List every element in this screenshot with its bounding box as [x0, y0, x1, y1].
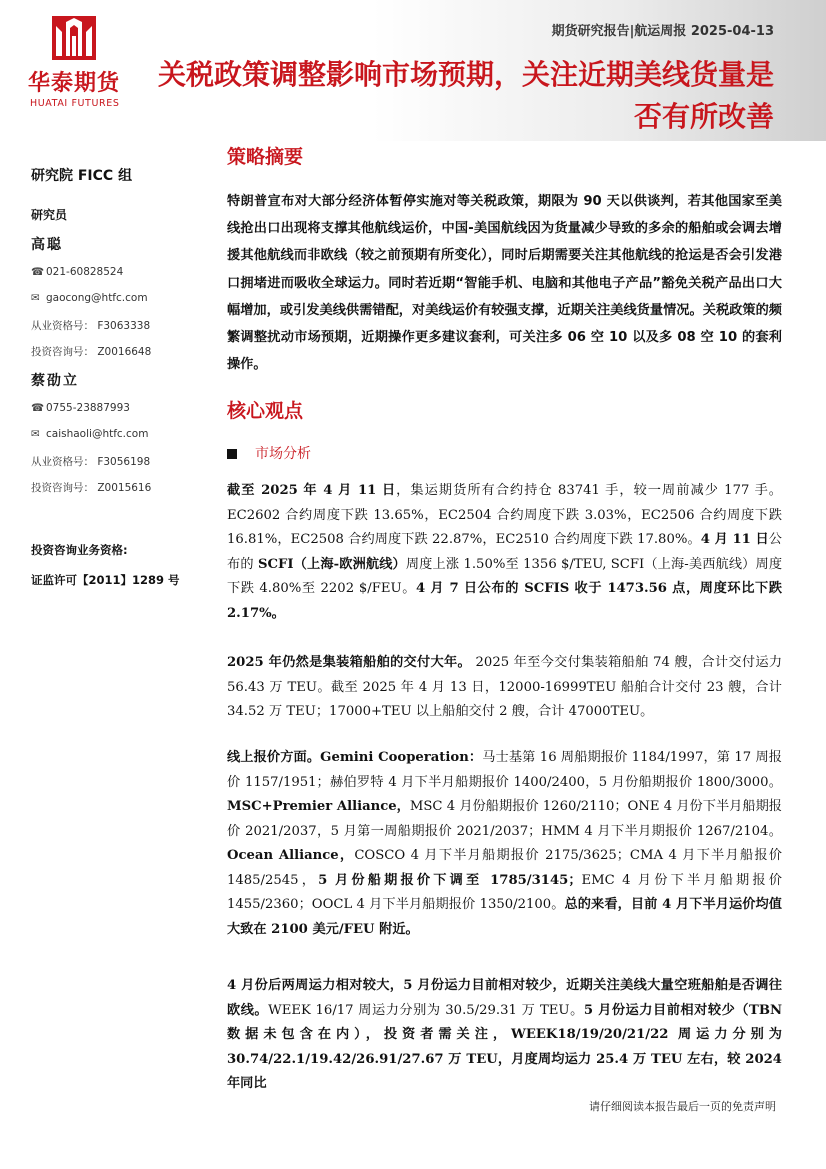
text-run: 马士基第 16 周船期报价 1184/1997，第 17 周报价 1157/1951；赫伯罗特 4 月下半月船期报价 1400/2400，5 月份船期报价 1800/3000。 [227, 750, 782, 790]
researcher-label: 研究员 [31, 208, 68, 222]
brand-name-cn: 华泰期货 [28, 71, 121, 96]
text-run: 2025 年至今交付集装箱船舶 74 艘，合计交付运力 56.43 万 TEU。截至 2025 年 4 月 13 日，12000-16999TEU 船舶合计交付 23 艘，合计 34.52 万 TEU；17000+TEU 以上船舶交付 2 艘，合计 47000TEU。 [227, 655, 783, 719]
footer-disclaimer: 请仔细阅读本报告最后一页的免责声明 [589, 1100, 776, 1113]
text-run: 公布的 [227, 532, 782, 572]
paragraph-deliveries [227, 651, 782, 725]
brand-name-en: HUATAI FUTURES [30, 98, 120, 109]
analyst-phone [31, 266, 123, 278]
paragraph-futures [227, 479, 782, 626]
qualification-value: 证监许可【2011】1289 号 [31, 573, 180, 587]
bullet-square-icon [227, 449, 237, 459]
report-title: 关税政策调整影响市场预期，关注近期美线货量是否有所改善 [157, 58, 774, 133]
analyst-license: 从业资格号： F3063338 [31, 320, 151, 332]
text-run: 周度上涨 1.50%至 1356 $/TEU, SCFI（上海-美西航线）周度下跌 4.80%至 2202 $/FEU。 [227, 556, 783, 596]
text-run: 线上报价方面。Gemini Cooperation： [227, 750, 483, 765]
email-text[interactable]: caishaoli@htfc.com [46, 428, 149, 440]
text-run: 2025 年仍然是集装箱船舶的交付大年。 [227, 655, 472, 670]
summary-text: 特朗普宣布对大部分经济体暂停实施对等关税政策，期限为 90 天以供谈判，若其他国家至美线抢出口出现将支撑其他航线运价，中国-美国航线因为货量减少导致的多余的船舶或会调去增援其他航线而非欧线（较之前预期有所变化），同时后期需要关注其他航线的抢运是否会引发港口拥堵进而吸收全球运力。同时若近期“智能手机、电脑和其他电子产品”豁免关税产品出口大幅增加，或引发美线供需错配，对美线运价有较强支撑，近期关注美线货量情况。关税政策的频繁调整扰动市场预期，近期操作更多建议套利，可关注多 06 空 10 以及多 08 空 10 的套利操作。 [227, 194, 782, 373]
analyst-email [31, 292, 148, 304]
text-run: 4 月 7 日公布的 SCFIS 收于 1473.56 点，周度环比下跌 2.17%。 [227, 581, 782, 621]
email-text[interactable]: gaocong@htfc.com [46, 292, 148, 304]
research-group: 研究院 FICC 组 [31, 168, 133, 184]
phone-text: 0755-23887993 [46, 402, 130, 414]
core-heading: 核心观点 [227, 400, 304, 422]
phone-icon: ☎ [31, 402, 45, 414]
summary-heading: 策略摘要 [227, 146, 304, 168]
phone-icon: ☎ [31, 266, 45, 278]
text-run: Ocean Alliance， [227, 848, 355, 863]
text-run: SCFI（上海-欧洲航线） [257, 556, 406, 572]
paragraph-quotes [227, 746, 782, 942]
analyst-name: 高聪 [31, 237, 63, 253]
huatai-logo-icon [52, 16, 96, 60]
analyst-email [31, 428, 148, 440]
text-run: ，集运期货所有合约持仓 83741 手，较一周前减少 177 手。EC2602 合约周度下跌 13.65%，EC2504 合约周度下跌 3.03%，EC2506 合约周度下跌 16.81%，EC2508 合约周度下跌 22.87%，EC2510 合约周度下跌 17.80%。 [227, 483, 782, 547]
paragraph-capacity [227, 974, 782, 1097]
text-run: MSC 4 月份船期报价 1260/2110；ONE 4 月份下半月船期报价 2021/2037，5 月第一周船期报价 2021/2037；HMM 4 月下半月期报价 1267/2104。 [227, 799, 782, 839]
analyst-license: 从业资格号： F3056198 [31, 456, 151, 468]
analyst-advisor-id: 投资咨询号： Z0016648 [31, 346, 152, 358]
market-analysis-subheading [227, 443, 311, 463]
subheading-label: 市场分析 [255, 446, 311, 462]
text-run: 4 月份后两周运力相对较大，5 月份运力目前相对较少，近期关注美线大量空班船舶是否调往欧线。 [227, 978, 782, 1018]
text-run: COSCO 4 月下半月船期报价 2175/3625；CMA 4 月下半月船报价 1485/2545， [227, 848, 782, 888]
report-type: 期货研究报告|航运周报 2025-04-13 [551, 24, 774, 39]
email-icon: ✉ [31, 292, 40, 304]
qualification-label: 投资咨询业务资格: [31, 543, 128, 557]
text-run: 5 月份船期报价下调至 1785/3145； [318, 872, 582, 888]
email-icon: ✉ [31, 428, 40, 440]
analyst-advisor-id: 投资咨询号： Z0015616 [31, 482, 152, 494]
text-run: EMC 4 月份下半月船期报价 1455/2360；OOCL 4 月下半月船期报价 1350/2100。 [227, 872, 782, 912]
text-run: 总的来看，目前 4 月下半月运价均值大致在 2100 美元/FEU 附近。 [227, 897, 782, 937]
phone-text: 021-60828524 [46, 266, 124, 278]
brand-logo [28, 14, 128, 114]
text-run: 5 月份运力目前相对较少（TBN 数据未包含在内），投资者需关注，WEEK18/19/20/21/22 周运力分别为 30.74/22.1/19.42/26.91/27.67 万 TEU，月度周均运力 25.4 万 TEU 左右，较 2024 年同比 [227, 1002, 783, 1091]
text-run: 4 月 11 日 [700, 532, 769, 547]
text-run: WEEK 16/17 周运力分别为 30.5/29.31 万 TEU。 [268, 1002, 584, 1018]
analyst-name: 蔡劭立 [31, 373, 79, 389]
text-run: 截至 2025 年 4 月 11 日 [227, 483, 397, 498]
analyst-phone [31, 402, 130, 414]
text-run: MSC+Premier Alliance， [227, 799, 410, 814]
